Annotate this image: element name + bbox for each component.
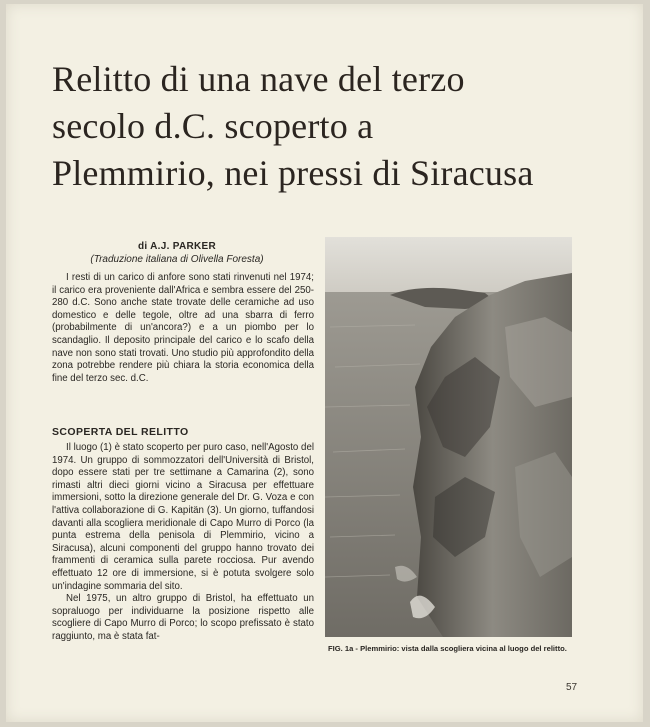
intro-paragraph: I resti di un carico di anfore sono stati rinvenuti nel 1974; il carico era proveniente dall'Africa e sembra essere del 250-280 d.C. Sono anche state trovate delle ceramiche ad uso domestico e delle tegole, oltre ad una sbarra di ferro (probabilmente di un'ancora?) e a un piombo per lo scandaglio. Il deposito principale del carico e lo scafo della nave non sono stati trovati. Uno studio più approfondito della zona potrebbe rendere più chiara la storia economica della fine del terzo sec. d.C. <box>52 272 314 384</box>
intro-paragraph-block <box>52 272 314 385</box>
body-paragraph-2: Nel 1975, un altro gruppo di Bristol, ha effettuato un sopraluogo per individuarne la posizione rispetto alle scogliere di Capo Murro di Porco; lo scopo prefissato è stato raggiunto, ma è stata fat- <box>52 593 314 642</box>
figure-caption: FIG. 1a - Plemmirio: vista dalla scogliera vicina al luogo del relitto. <box>328 644 567 653</box>
magazine-page <box>6 4 643 722</box>
title-line-1: Relitto di una nave del terzo <box>52 59 465 99</box>
translator-credit: (Traduzione italiana di Olivella Foresta) <box>90 254 264 265</box>
cliff-photo-illustration <box>325 237 572 637</box>
section-heading: SCOPERTA DEL RELITTO <box>52 426 189 438</box>
section-body <box>52 442 314 644</box>
byline <box>42 240 312 266</box>
title-line-2: secolo d.C. scoperto a <box>52 106 374 146</box>
page-number: 57 <box>566 682 578 693</box>
body-paragraph-1: Il luogo (1) è stato scoperto per puro caso, nell'Agosto del 1974. Un gruppo di sommozzatori dell'Università di Bristol, dopo essere stati per tre settimane a Camarina (2), sono rimasti altri dieci giorni vicino a Siracusa per effettuare immersioni, sotto la direzione generale del Dr. G. Voza e con l'attiva collaborazione di G. Kapitän (3). Un giorno, tuffandosi davanti alla scogliera meridionale di Capo Murro di Porco (la punta estrema della penisola di Plemmirio, vicino a Siracusa), alcuni componenti del gruppo hanno trovato dei frammenti di ceramica sulla parete rocciosa. Pur avendo effettuato 12 ore di immersione, si è potuta svolgere solo un'indagine sommaria del sito. <box>52 442 314 592</box>
cliff-photo <box>325 237 572 637</box>
author: di A.J. PARKER <box>137 241 217 252</box>
title-line-3: Plemmirio, nei pressi di Siracusa <box>52 153 534 193</box>
article-title <box>52 56 612 197</box>
